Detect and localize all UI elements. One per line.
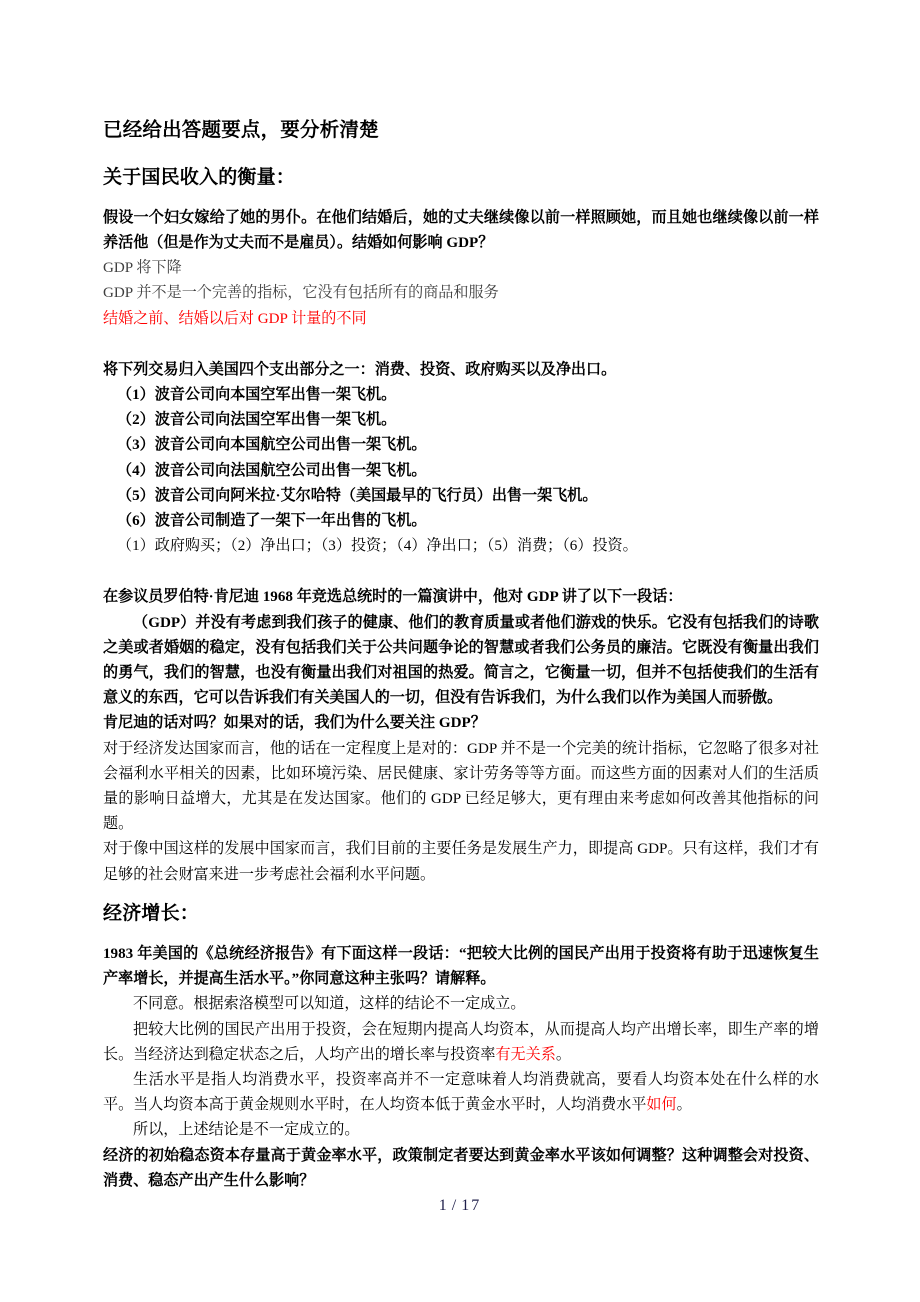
question-block-kennedy-gdp	[103, 585, 819, 887]
spacer	[103, 332, 819, 358]
section-heading-income: 关于国民收入的衡量：	[103, 166, 296, 188]
question-block-marriage-gdp	[103, 206, 819, 332]
spacer	[103, 559, 819, 585]
answer-text-segment: 生活水平是指人均消费水平，投资率高并不一定意味着人均消费就高，要看人均资本处在什么样的水平。当人均资本高于黄金规则水平时，在人均资本低于黄金水平时，人均消费水平	[103, 1071, 819, 1114]
question-text-kennedy-correct: 肯尼迪的话对吗？如果对的话，我们为什么要关注 GDP？	[103, 715, 486, 732]
answer-text-segment: 。	[676, 1097, 692, 1114]
list-item: （3）波音公司向本国航空公司出售一架飞机。	[117, 437, 427, 454]
answer-line-gdp-measurement-note: 结婚之前、结婚以后对 GDP 计量的不同	[103, 310, 367, 327]
list-item: （6）波音公司制造了一架下一年出售的飞机。	[117, 513, 427, 530]
document-title: 已经给出答题要点，要分析清楚	[103, 119, 379, 141]
highlight-text-growth-relation: 有无关系	[495, 1046, 556, 1063]
spacer	[103, 888, 819, 901]
section-heading-growth: 经济增长：	[103, 902, 200, 924]
answer-paragraph-developing-countries: 对于像中国这样的发展中国家而言，我们目前的主要任务是发展生产力，即提高 GDP。只有这样，我们才有足够的社会财富来进一步考虑社会福利水平问题。	[103, 841, 819, 883]
answer-text-expenditure-categories: （1）政府购买；（2）净出口；（3）投资；（4）净出口；（5）消费；（6）投资。	[117, 538, 638, 555]
answer-paragraph-disagree: 不同意。根据索洛模型可以知道，这样的结论不一定成立。	[133, 996, 526, 1013]
answer-text-segment: 。	[555, 1046, 571, 1063]
list-item: （5）波音公司向阿米拉·艾尔哈特（美国最早的飞行员）出售一架飞机。	[117, 487, 598, 504]
answer-paragraph-conclusion: 所以，上述结论是不一定成立的。	[133, 1122, 360, 1139]
footer-separator: /	[451, 1197, 459, 1214]
question-text-expenditure-categories: 将下列交易归入美国四个支出部分之一：消费、投资、政府购买以及净出口。	[103, 361, 617, 378]
page-footer	[0, 1197, 920, 1215]
answer-paragraph-developed-countries: 对于经济发达国家而言，他的话在一定程度上是对的：GDP 并不是一个完美的统计指标，它忽略了很多对社会福利水平相关的因素，比如环境污染、居民健康、家计劳务等等方面。而这些方面的因素对人们的生活质量的影响日益增大，尤其是在发达国家。他们的 GDP 已经足够大，更有理由来考虑如何改善其他指标的问题。	[103, 740, 819, 833]
question-text-marriage-gdp: 假设一个妇女嫁给了她的男仆。在他们结婚后，她的丈夫继续像以前一样照顾她，而且她也继续像以前一样养活他（但是作为丈夫而不是雇员）。结婚如何影响 GDP？	[103, 209, 819, 252]
list-item: （1）波音公司向本国空军出售一架飞机。	[117, 387, 397, 404]
list-item: （4）波音公司向法国航空公司出售一架飞机。	[117, 462, 427, 479]
answer-line-gdp-decline: GDP 将下降	[103, 260, 182, 277]
answer-paragraph-living-standard	[103, 1068, 819, 1118]
footer-page-number: 1	[438, 1197, 449, 1214]
quote-text-kennedy-gdp: （GDP）并没有考虑到我们孩子的健康、他们的教育质量或者他们游戏的快乐。它没有包括我们的诗歌之美或者婚姻的稳定，没有包括我们关于公共问题争论的智慧或者我们公务员的廉洁。它既没有衡量出我们的勇气，我们的智慧，也没有衡量出我们对祖国的热爱。简言之，它衡量一切，但并不包括使我们的生活有意义的东西，它可以告诉我们有关美国人的一切，但没有告诉我们，为什么我们以作为美国人而骄傲。	[103, 614, 819, 707]
question-text-golden-rule: 经济的初始稳态资本存量高于黄金率水平，政策制定者要达到黄金率水平该如何调整？这种调整会对投资、消费、稳态产出产生什么影响？	[103, 1147, 819, 1189]
list-item: （2）波音公司向法国空军出售一架飞机。	[117, 412, 397, 429]
answer-line-gdp-imperfect: GDP 并不是一个完善的指标，它没有包括所有的商品和服务	[103, 285, 499, 302]
document-body	[103, 118, 819, 1194]
question-block-1983-report	[103, 942, 819, 1144]
answer-text-segment: 把较大比例的国民产出用于投资，会在短期内提高人均资本，从而提高人均产出增长率，即生产率的增长。当经济达到稳定状态之后，人均产出的增长率与投资率	[103, 1021, 819, 1063]
intro-text-kennedy-speech: 在参议员罗伯特·肯尼迪 1968 年竞选总统时的一篇演讲中，他对 GDP 讲了以下一段话：	[103, 589, 683, 606]
question-block-golden-rule	[103, 1144, 819, 1194]
question-text-1983-report: 1983 年美国的《总统经济报告》有下面这样一段话：“把较大比例的国民产出用于投资将有助于迅速恢复生产率增长，并提高生活水平。”你同意这种主张吗？请解释。	[103, 945, 819, 988]
answer-paragraph-investment-growth	[103, 1018, 819, 1068]
footer-page-total: 17	[461, 1197, 482, 1214]
question-block-expenditure-categories	[103, 358, 819, 560]
highlight-text-consumption-level: 如何	[646, 1097, 677, 1114]
